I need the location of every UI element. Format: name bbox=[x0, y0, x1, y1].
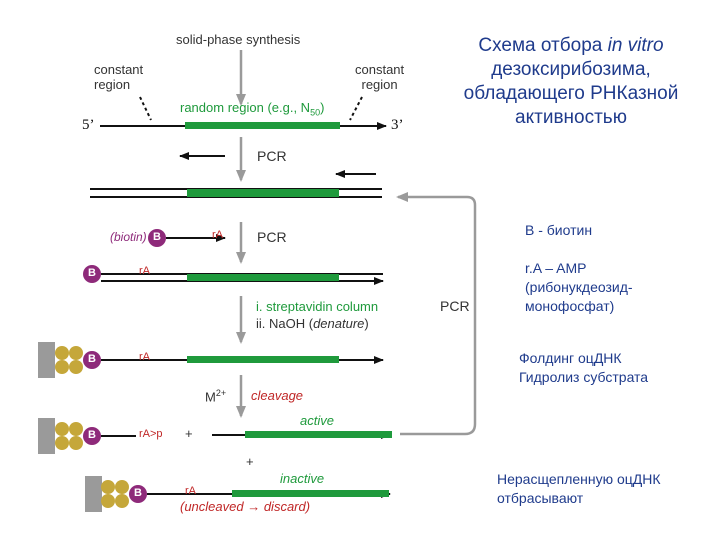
plus-sign-1: + bbox=[185, 426, 193, 441]
constant-region-left-pointer bbox=[140, 97, 151, 120]
ra-label-strand6: rA bbox=[185, 485, 196, 497]
ra-label-strand3: rA bbox=[139, 265, 150, 277]
library-strand bbox=[100, 122, 386, 129]
pcr-label-1: PCR bbox=[257, 148, 287, 164]
constant-region-right-label: constant region bbox=[355, 62, 405, 92]
b-letter-primer: B bbox=[153, 231, 161, 243]
solid-phase-label: solid-phase synthesis bbox=[176, 32, 301, 47]
dsdna-strand bbox=[90, 189, 382, 197]
immobilized-strand-2 bbox=[38, 418, 136, 454]
b-letter-strand6: B bbox=[134, 487, 142, 499]
pcr-loop-arrow bbox=[398, 197, 475, 434]
rap-label: rA>p bbox=[139, 428, 163, 440]
pcr-loop-label: PCR bbox=[440, 298, 470, 314]
ra-label-primer: rA bbox=[212, 229, 223, 241]
constant-region-right-pointer bbox=[350, 97, 362, 120]
biotin-label: (biotin) bbox=[110, 230, 147, 244]
ra-label-strand4: rA bbox=[139, 351, 150, 363]
active-label: active bbox=[300, 413, 334, 428]
plus-sign-2: + bbox=[246, 454, 254, 469]
inactive-label: inactive bbox=[280, 471, 325, 486]
step-streptavidin: i. streptavidin column bbox=[256, 299, 379, 314]
five-prime-label: 5’ bbox=[82, 117, 95, 133]
note-folding: Фолдинг оцДНК Гидролиз субстрата bbox=[519, 350, 649, 385]
b-letter-strand5: B bbox=[88, 429, 96, 441]
metal-label: $M^{2+}$ bbox=[205, 388, 227, 405]
biotin-strand bbox=[83, 265, 383, 283]
note-discard: Нерасщепленную оцДНК отбрасывают bbox=[497, 471, 661, 506]
pcr-label-2: PCR bbox=[257, 229, 287, 245]
step-naoh: ii. NaOH (denature) bbox=[256, 316, 369, 331]
cleavage-label: cleavage bbox=[251, 388, 304, 403]
note-ra-amp: r.A – AMP (рибонукдеозид-монофосфат) bbox=[525, 260, 633, 314]
uncleaved-label: (uncleaved → discard) bbox=[180, 499, 311, 514]
random-region-label: random region (e.g., $N_{50}$) bbox=[180, 100, 325, 118]
three-prime-label: 3’ bbox=[391, 117, 404, 133]
note-biotin: B - биотин bbox=[525, 222, 593, 238]
slide-title: Схема отбора in vitro дезоксирибозима, обладающего РНКазной активностью bbox=[463, 35, 679, 128]
active-strand bbox=[212, 431, 392, 438]
constant-region-left-label: constant region bbox=[94, 62, 144, 92]
b-letter-strand4: B bbox=[88, 353, 96, 365]
b-letter-strand3: B bbox=[88, 267, 96, 279]
